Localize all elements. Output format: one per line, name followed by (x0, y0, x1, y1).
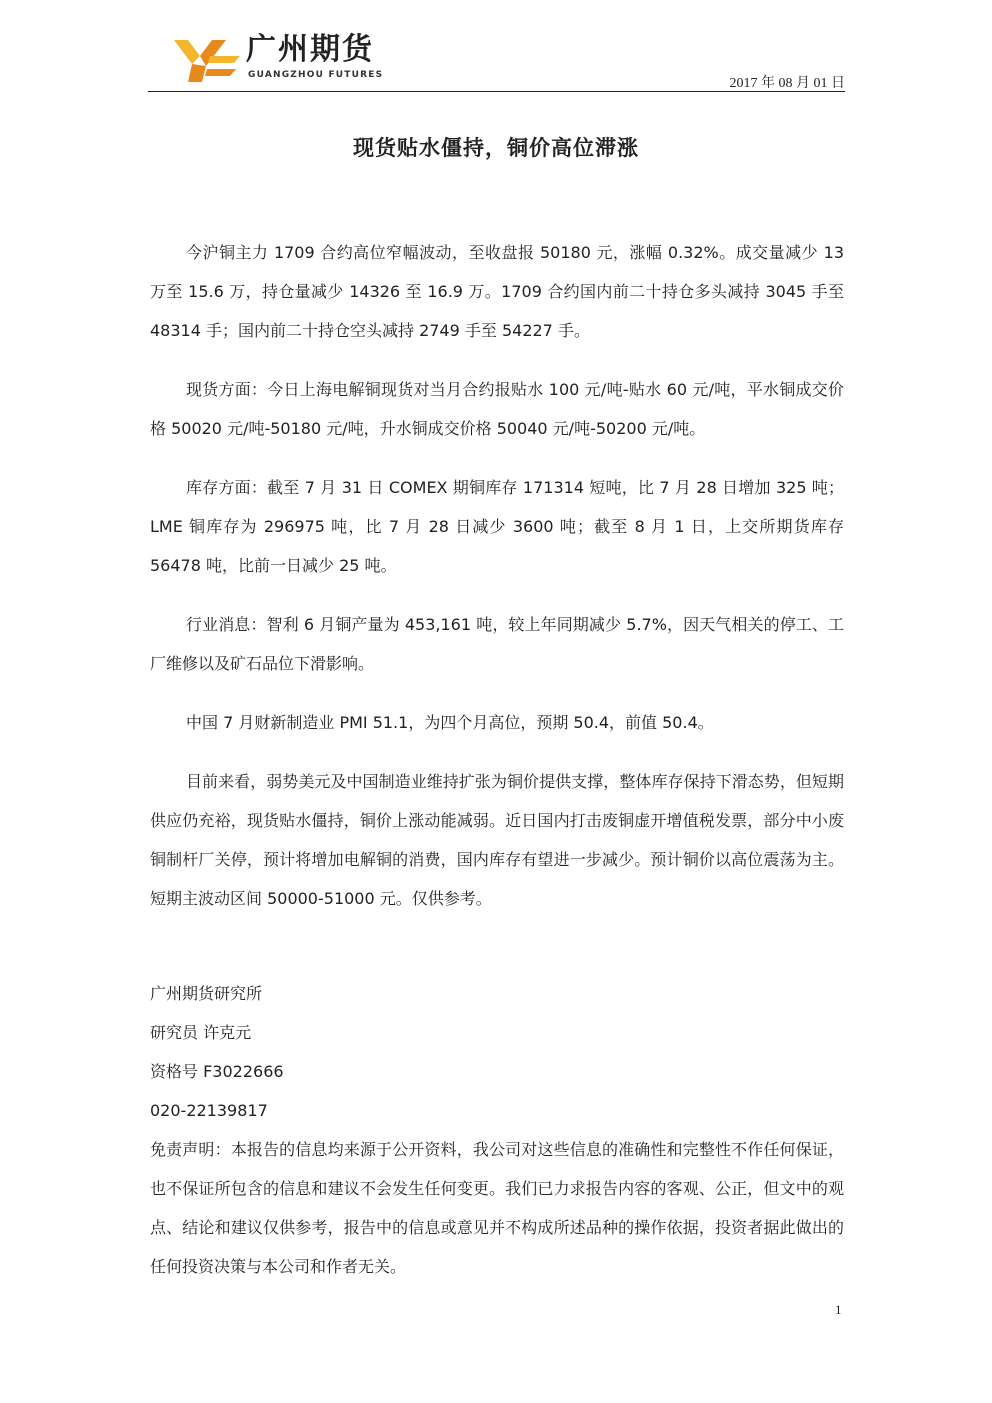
logo-english-name: GUANGZHOU FUTURES (248, 70, 384, 80)
header-divider (148, 91, 845, 92)
logo-chinese-name: 广州期货 (246, 32, 374, 67)
report-date: 2017 年 08 月 01 日 (729, 76, 845, 91)
license-number: 资格号 F3022666 (150, 1062, 284, 1081)
institute-name: 广州期货研究所 (150, 984, 263, 1003)
paragraph-market-summary: 今沪铜主力 1709 合约高位窄幅波动，至收盘报 50180 元，涨幅 0.32%。成交量减少 13 万至 15.6 万，持仓量减少 14326 至 16.9 万。1709 合约国内前二十持仓多头减持 3045 手至 48314 手；国内前二十持仓空头减持 2749 手至 54227 手。 (150, 243, 844, 340)
page-header (148, 30, 845, 92)
paragraph-pmi: 中国 7 月财新制造业 PMI 51.1，为四个月高位，预期 50.4，前值 50.4。 (186, 713, 714, 732)
report-title: 现货贴水僵持，铜价高位滞涨 (353, 136, 639, 160)
paragraph-industry-news: 行业消息：智利 6 月铜产量为 453,161 吨，较上年同期减少 5.7%，因天气相关的停工、工厂维修以及矿石品位下滑影响。 (150, 615, 844, 673)
guangzhou-futures-logo-icon (174, 40, 240, 82)
report-body (150, 233, 844, 938)
page-number: 1 (835, 1302, 842, 1317)
paragraph-inventory: 库存方面：截至 7 月 31 日 COMEX 期铜库存 171314 短吨，比 7 月 28 日增加 325 吨；LME 铜库存为 296975 吨，比 7 月 28 日减少 3600 吨；截至 8 月 1 日，上交所期货库存 56478 吨，比前一日减少 25 吨。 (150, 478, 844, 575)
researcher-name: 研究员 许克元 (150, 1023, 252, 1042)
paragraph-outlook: 目前来看，弱势美元及中国制造业维持扩张为铜价提供支撑，整体库存保持下滑态势，但短期供应仍充裕，现货贴水僵持，铜价上涨动能减弱。近日国内打击废铜虚开增值税发票，部分中小废铜制杆厂关停，预计将增加电解铜的消费，国内库存有望进一步减少。预计铜价以高位震荡为主。短期主波动区间 50000-51000 元。仅供参考。 (150, 772, 844, 908)
disclaimer-text: 免责声明：本报告的信息均来源于公开资料，我公司对这些信息的准确性和完整性不作任何保证，也不保证所包含的信息和建议不会发生任何变更。我们已力求报告内容的客观、公正，但文中的观点、结论和建议仅供参考，报告中的信息或意见并不构成所述品种的操作依据，投资者据此做出的任何投资决策与本公司和作者无关。 (150, 1140, 844, 1276)
paragraph-spot: 现货方面：今日上海电解铜现货对当月合约报贴水 100 元/吨-贴水 60 元/吨，平水铜成交价格 50020 元/吨-50180 元/吨，升水铜成交价格 50040 元/吨-50200 元/吨。 (150, 380, 844, 438)
signature-block (150, 974, 844, 1286)
phone-number: 020-22139817 (150, 1101, 268, 1120)
